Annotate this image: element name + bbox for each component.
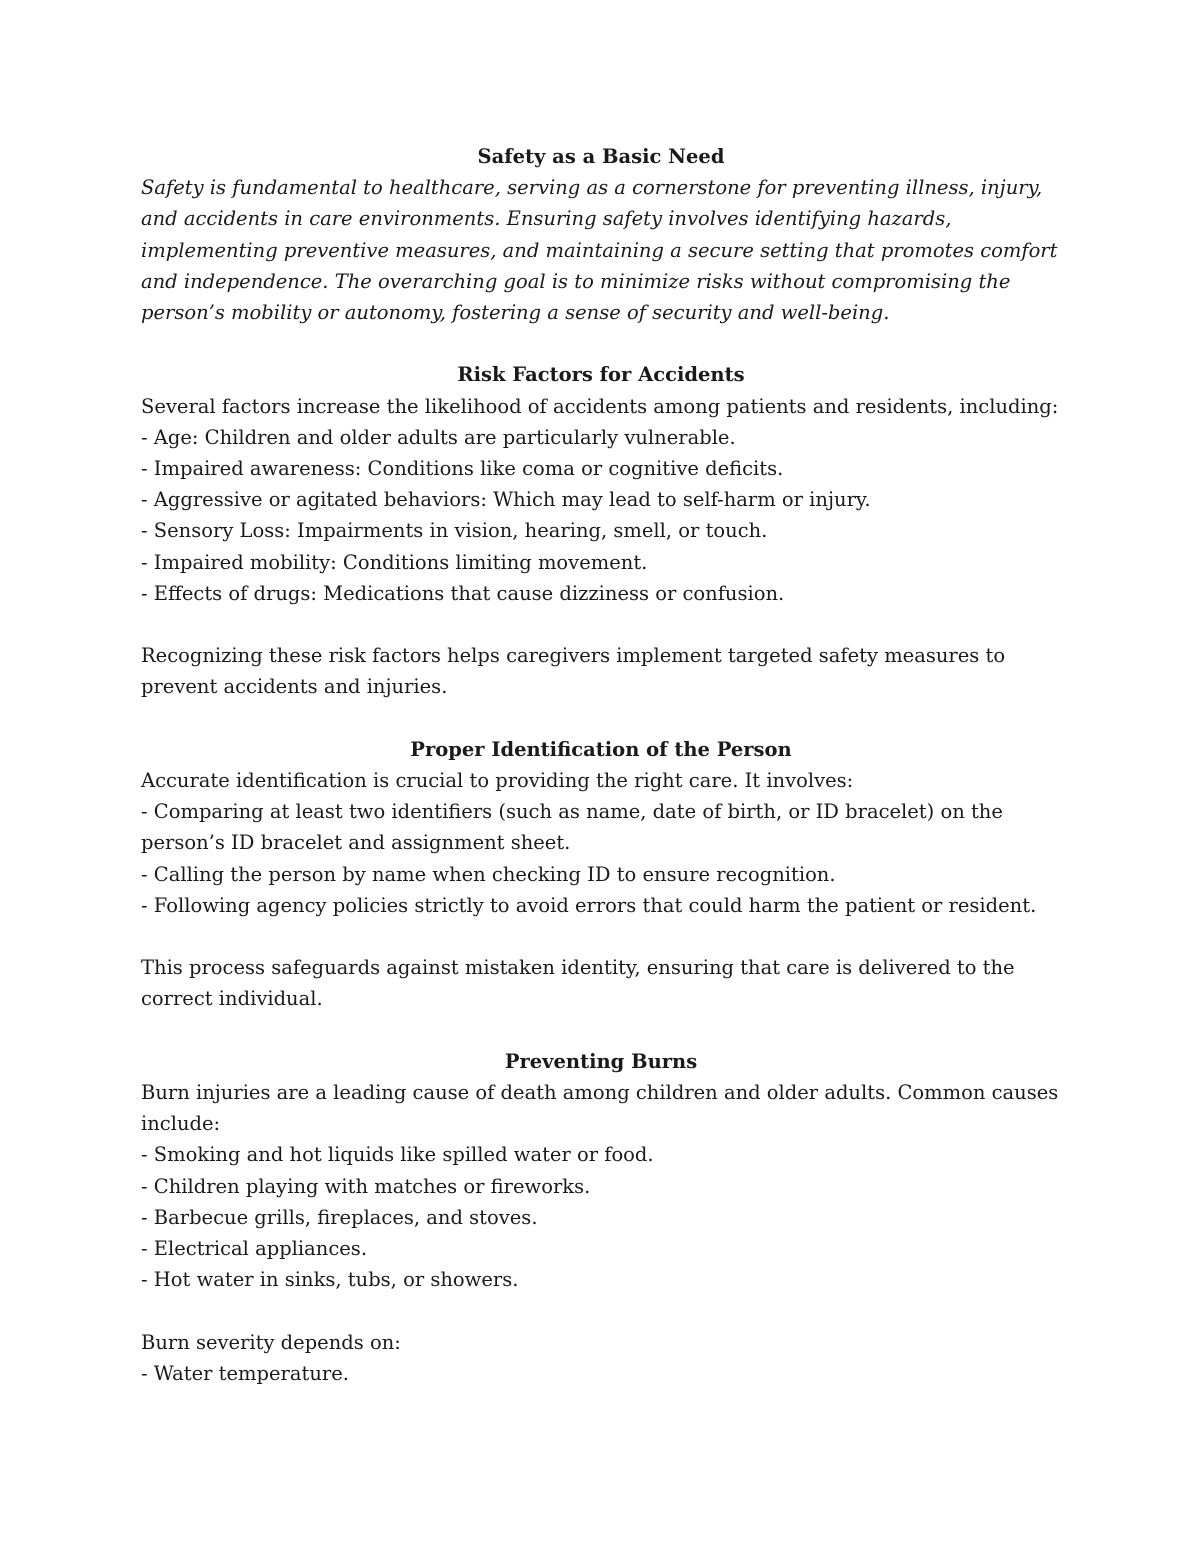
safety-paragraph: Safety is fundamental to healthcare, serving as a cornerstone for preventing illness, injury, and accidents in care environments. Ensuring safety involves identifying hazards, implementing preventive measures, and maintaining a secure setting that promotes comfort and independence. The overarching goal is to minimize risks without compromising the person’s mobility or autonomy, fostering a sense of security and well-being. bbox=[141, 176, 1058, 325]
spacer bbox=[141, 328, 1061, 359]
identification-summary: This process safeguards against mistaken identity, ensuring that care is delivered to the correct individual. bbox=[141, 956, 1015, 1011]
burn-severity-list bbox=[141, 1358, 1061, 1389]
spacer bbox=[141, 1295, 1061, 1326]
identification-list bbox=[141, 796, 1061, 921]
section-heading-safety: Safety as a Basic Need bbox=[477, 145, 725, 168]
burns-intro: Burn injuries are a leading cause of death among children and older adults. Common causes include: bbox=[141, 1081, 1059, 1136]
list-item: - Hot water in sinks, tubs, or showers. bbox=[141, 1268, 519, 1292]
list-item: - Following agency policies strictly to avoid errors that could harm the patient or resident. bbox=[141, 893, 1037, 917]
spacer bbox=[141, 1015, 1061, 1046]
list-item: - Age: Children and older adults are particularly vulnerable. bbox=[141, 425, 736, 449]
list-item: - Barbecue grills, fireplaces, and stoves. bbox=[141, 1205, 538, 1229]
risk-factor-list bbox=[141, 422, 1061, 609]
list-item: - Water temperature. bbox=[141, 1361, 349, 1385]
risk-summary: Recognizing these risk factors helps caregivers implement targeted safety measures to prevent accidents and injuries. bbox=[141, 644, 1006, 699]
list-item: - Impaired awareness: Conditions like coma or cognitive deficits. bbox=[141, 457, 784, 481]
list-item: - Children playing with matches or fireworks. bbox=[141, 1174, 591, 1198]
list-item: - Smoking and hot liquids like spilled water or food. bbox=[141, 1143, 654, 1167]
spacer bbox=[141, 921, 1061, 952]
section-heading-burns: Preventing Burns bbox=[504, 1049, 698, 1073]
list-item: - Electrical appliances. bbox=[141, 1237, 368, 1261]
document-body bbox=[141, 141, 1061, 1389]
identification-intro: Accurate identification is crucial to providing the right care. It involves: bbox=[141, 769, 854, 793]
risk-intro: Several factors increase the likelihood of accidents among patients and residents, including: bbox=[141, 394, 1059, 418]
list-item: - Comparing at least two identifiers (such as name, date of birth, or ID bracelet) on the person’s ID bracelet and assignment sheet. bbox=[141, 800, 1003, 855]
list-item: - Sensory Loss: Impairments in vision, hearing, smell, or touch. bbox=[141, 519, 768, 543]
list-item: - Impaired mobility: Conditions limiting movement. bbox=[141, 550, 648, 574]
burn-severity-intro: Burn severity depends on: bbox=[141, 1330, 401, 1354]
list-item: - Aggressive or agitated behaviors: Which may lead to self-harm or injury. bbox=[141, 488, 871, 512]
burn-causes-list bbox=[141, 1139, 1061, 1295]
section-heading-risk-factors: Risk Factors for Accidents bbox=[457, 363, 745, 387]
spacer bbox=[141, 703, 1061, 734]
section-heading-identification: Proper Identification of the Person bbox=[410, 737, 792, 761]
list-item: - Effects of drugs: Medications that cause dizziness or confusion. bbox=[141, 581, 785, 605]
list-item: - Calling the person by name when checking ID to ensure recognition. bbox=[141, 862, 836, 886]
spacer bbox=[141, 609, 1061, 640]
